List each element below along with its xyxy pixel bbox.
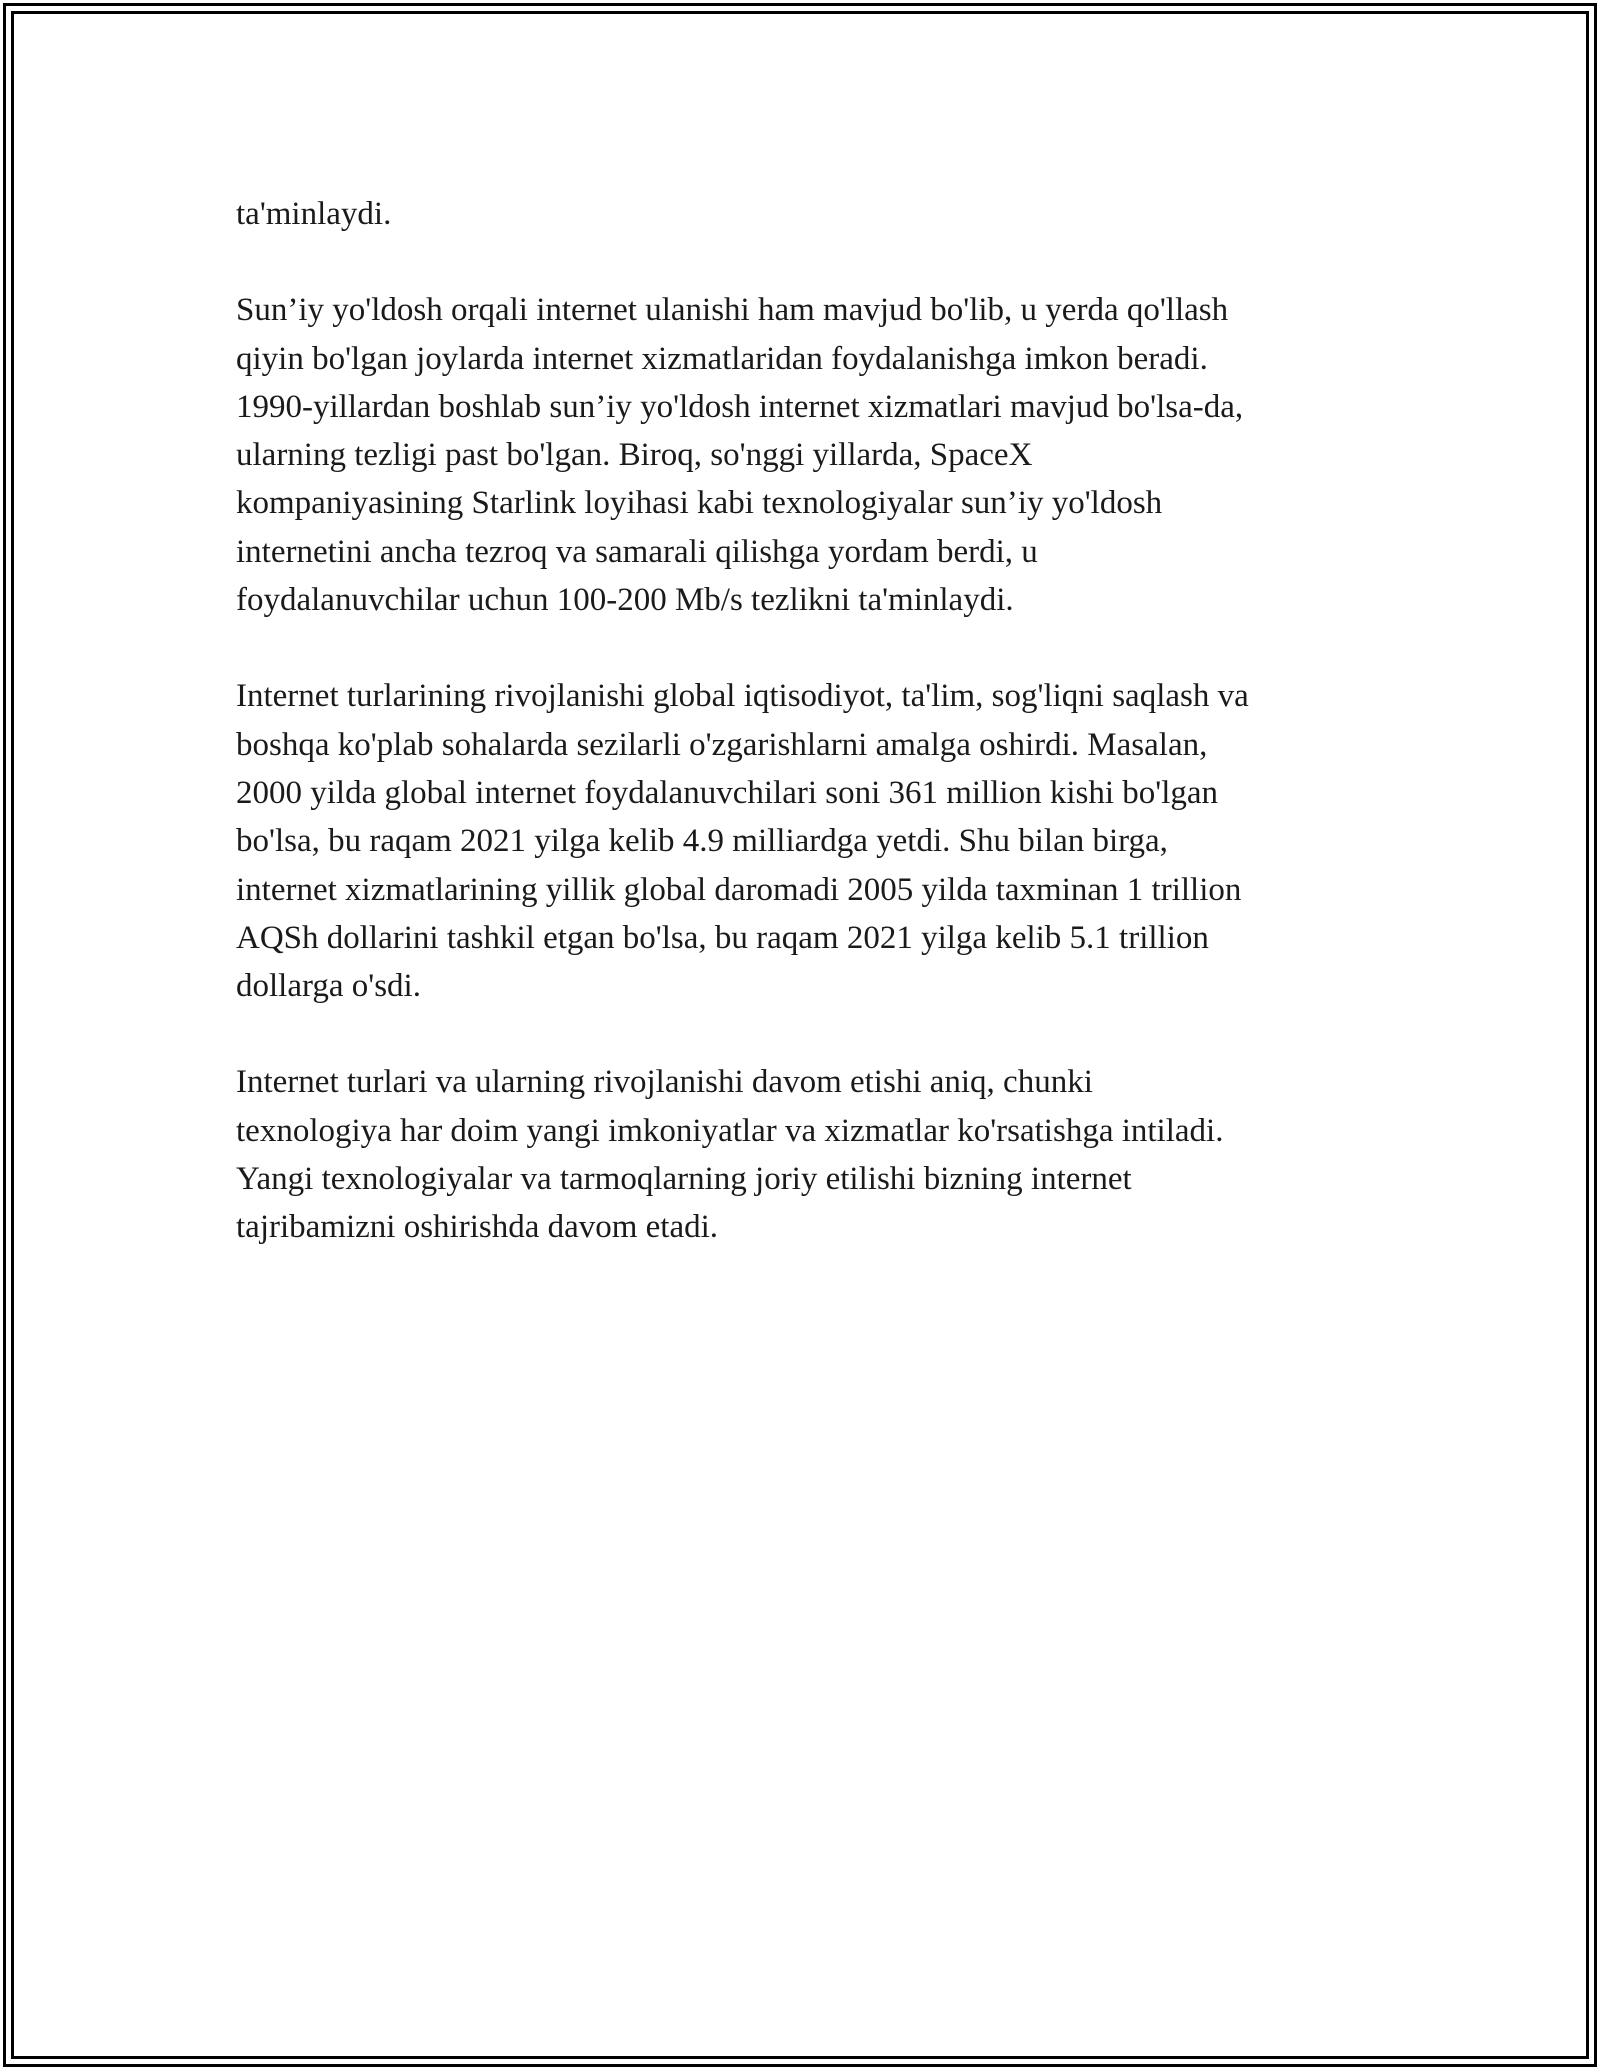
document-body [236, 190, 1386, 1300]
paragraph-internet-development: Internet turlarining rivojlanishi global iqtisodiyot, ta'lim, sog'liqni saqlash va boshqa ko'plab sohalarda sezilarli o'zgarishlarni amalga oshirdi. Masalan, 2000 yilda global internet foydalanuvchilari soni 361 million kishi bo'lgan bo'lsa, bu raqam 2021 yilga kelib 4.9 milliardga yetdi. Shu bilan birga, internet xizmatlarining yillik global daromadi 2005 yilda taxminan 1 trillion AQSh dollarini tashkil etgan bo'lsa, bu raqam 2021 yilga kelib 5.1 trillion dollarga o'sdi. [236, 678, 1249, 1005]
paragraph-continuation: ta'minlaydi. [236, 196, 392, 232]
paragraph-satellite-internet: Sun’iy yo'ldosh orqali internet ulanishi ham mavjud bo'lib, u yerda qo'llash qiyin bo'lgan joylarda internet xizmatlaridan foydalanishga imkon beradi. 1990-yillardan boshlab sun’iy yo'ldosh internet xizmatlari mavjud bo'lsa-da, ularning tezligi past bo'lgan. Biroq, so'nggi yillarda, SpaceX kompaniyasining Starlink loyihasi kabi texnologiyalar sun’iy yo'ldosh internetini ancha tezroq va samarali qilishga yordam berdi, u foydalanuvchilar uchun 100-200 Mb/s tezlikni ta'minlaydi. [236, 292, 1244, 619]
paragraph-future-outlook: Internet turlari va ularning rivojlanishi davom etishi aniq, chunki texnologiya har doim yangi imkoniyatlar va xizmatlar ko'rsatishga intiladi. Yangi texnologiyalar va tarmoqlarning joriy etilishi bizning internet tajribamizni oshirishda davom etadi. [236, 1064, 1224, 1246]
